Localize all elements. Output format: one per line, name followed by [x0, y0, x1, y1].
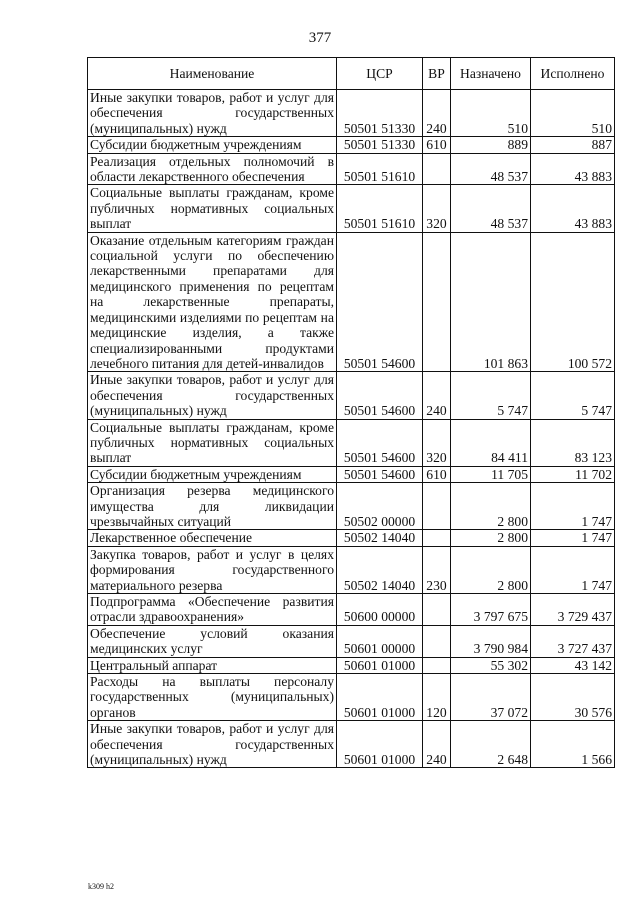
table-row [88, 372, 615, 419]
row-csr-cell: 50502 14040 [337, 546, 423, 593]
row-name-cell: Социальные выплаты гражданам, кроме публичных нормативных социальных выплат [88, 185, 337, 232]
row-executed-cell: 887 [531, 137, 615, 153]
row-name-cell: Лекарственное обеспечение [88, 530, 337, 546]
row-assigned-cell: 2 800 [451, 530, 531, 546]
header-csr: ЦСР [337, 58, 423, 90]
row-name-cell: Организация резерва медицинского имущества для ликвидации чрезвычайных ситуаций [88, 483, 337, 530]
row-vr-cell: 240 [423, 372, 451, 419]
row-executed-cell: 11 702 [531, 466, 615, 482]
table-row [88, 185, 615, 232]
row-name-cell: Центральный аппарат [88, 657, 337, 673]
table-body [88, 90, 615, 768]
table-row [88, 546, 615, 593]
row-assigned-cell: 5 747 [451, 372, 531, 419]
budget-table [87, 57, 615, 768]
row-vr-cell: 320 [423, 185, 451, 232]
row-assigned-cell: 2 648 [451, 721, 531, 768]
row-csr-cell: 50501 54600 [337, 466, 423, 482]
row-vr-cell: 240 [423, 721, 451, 768]
footer-code: k309 h2 [88, 882, 114, 891]
row-executed-cell: 5 747 [531, 372, 615, 419]
row-vr-cell: 120 [423, 674, 451, 721]
row-assigned-cell: 3 797 675 [451, 594, 531, 626]
row-name-cell: Субсидии бюджетным учреждениям [88, 466, 337, 482]
row-csr-cell: 50601 01000 [337, 674, 423, 721]
row-executed-cell: 43 142 [531, 657, 615, 673]
table-header-row [88, 58, 615, 90]
row-name-cell: Иные закупки товаров, работ и услуг для обеспечения государственных (муниципальных) нужд [88, 721, 337, 768]
table-row [88, 483, 615, 530]
row-executed-cell: 1 747 [531, 483, 615, 530]
row-csr-cell: 50600 00000 [337, 594, 423, 626]
row-vr-cell: 610 [423, 466, 451, 482]
header-vr: ВР [423, 58, 451, 90]
row-csr-cell: 50501 51610 [337, 185, 423, 232]
table-row [88, 419, 615, 466]
row-executed-cell: 83 123 [531, 419, 615, 466]
row-vr-cell [423, 483, 451, 530]
row-name-cell: Иные закупки товаров, работ и услуг для обеспечения государственных (муниципальных) нужд [88, 90, 337, 137]
row-executed-cell: 43 883 [531, 185, 615, 232]
row-name-cell: Подпрограмма «Обеспечение развития отрасли здравоохранения» [88, 594, 337, 626]
row-executed-cell: 43 883 [531, 153, 615, 185]
row-assigned-cell: 37 072 [451, 674, 531, 721]
row-csr-cell: 50501 54600 [337, 372, 423, 419]
row-csr-cell: 50501 54600 [337, 232, 423, 372]
table-row [88, 625, 615, 657]
row-name-cell: Оказание отдельным категориям граждан социальной услуги по обеспечению лекарственными препаратами для медицинского применения по рецептам на лекарственные препараты, медицинскими изделиями по рецептам на медицинские изделия, а также специализированными продуктами лечебного питания для детей-инвалидов [88, 232, 337, 372]
row-vr-cell [423, 625, 451, 657]
row-name-cell: Реализация отдельных полномочий в области лекарственного обеспечения [88, 153, 337, 185]
table-row [88, 137, 615, 153]
header-executed: Исполнено [531, 58, 615, 90]
table-row [88, 530, 615, 546]
page-number: 377 [308, 30, 332, 46]
row-executed-cell: 510 [531, 90, 615, 137]
row-vr-cell: 610 [423, 137, 451, 153]
row-csr-cell: 50502 14040 [337, 530, 423, 546]
row-name-cell: Расходы на выплаты персоналу государственных (муниципальных) органов [88, 674, 337, 721]
row-assigned-cell: 2 800 [451, 546, 531, 593]
row-csr-cell: 50501 51610 [337, 153, 423, 185]
table-row [88, 90, 615, 137]
row-executed-cell: 3 729 437 [531, 594, 615, 626]
row-csr-cell: 50501 51330 [337, 137, 423, 153]
row-name-cell: Обеспечение условий оказания медицинских услуг [88, 625, 337, 657]
row-assigned-cell: 889 [451, 137, 531, 153]
table-row [88, 466, 615, 482]
row-csr-cell: 50502 00000 [337, 483, 423, 530]
row-assigned-cell: 48 537 [451, 185, 531, 232]
row-name-cell: Социальные выплаты гражданам, кроме публичных нормативных социальных выплат [88, 419, 337, 466]
table-row [88, 721, 615, 768]
table-row [88, 657, 615, 673]
row-executed-cell: 30 576 [531, 674, 615, 721]
row-vr-cell [423, 594, 451, 626]
table-row [88, 594, 615, 626]
row-assigned-cell: 55 302 [451, 657, 531, 673]
row-csr-cell: 50501 51330 [337, 90, 423, 137]
row-vr-cell: 230 [423, 546, 451, 593]
row-csr-cell: 50501 54600 [337, 419, 423, 466]
row-executed-cell: 1 566 [531, 721, 615, 768]
row-executed-cell: 1 747 [531, 546, 615, 593]
row-name-cell: Субсидии бюджетным учреждениям [88, 137, 337, 153]
table-row [88, 232, 615, 372]
row-executed-cell: 100 572 [531, 232, 615, 372]
row-assigned-cell: 510 [451, 90, 531, 137]
header-name: Наименование [88, 58, 337, 90]
row-csr-cell: 50601 00000 [337, 625, 423, 657]
row-executed-cell: 3 727 437 [531, 625, 615, 657]
row-assigned-cell: 2 800 [451, 483, 531, 530]
row-assigned-cell: 101 863 [451, 232, 531, 372]
row-assigned-cell: 3 790 984 [451, 625, 531, 657]
row-name-cell: Иные закупки товаров, работ и услуг для обеспечения государственных (муниципальных) нужд [88, 372, 337, 419]
row-vr-cell [423, 153, 451, 185]
row-vr-cell: 240 [423, 90, 451, 137]
row-csr-cell: 50601 01000 [337, 721, 423, 768]
row-assigned-cell: 48 537 [451, 153, 531, 185]
row-vr-cell [423, 530, 451, 546]
row-vr-cell [423, 232, 451, 372]
row-assigned-cell: 11 705 [451, 466, 531, 482]
header-assigned: Назначено [451, 58, 531, 90]
table-row [88, 153, 615, 185]
row-vr-cell [423, 657, 451, 673]
row-name-cell: Закупка товаров, работ и услуг в целях формирования государственного материального резерва [88, 546, 337, 593]
row-csr-cell: 50601 01000 [337, 657, 423, 673]
table-row [88, 674, 615, 721]
row-vr-cell: 320 [423, 419, 451, 466]
row-assigned-cell: 84 411 [451, 419, 531, 466]
row-executed-cell: 1 747 [531, 530, 615, 546]
